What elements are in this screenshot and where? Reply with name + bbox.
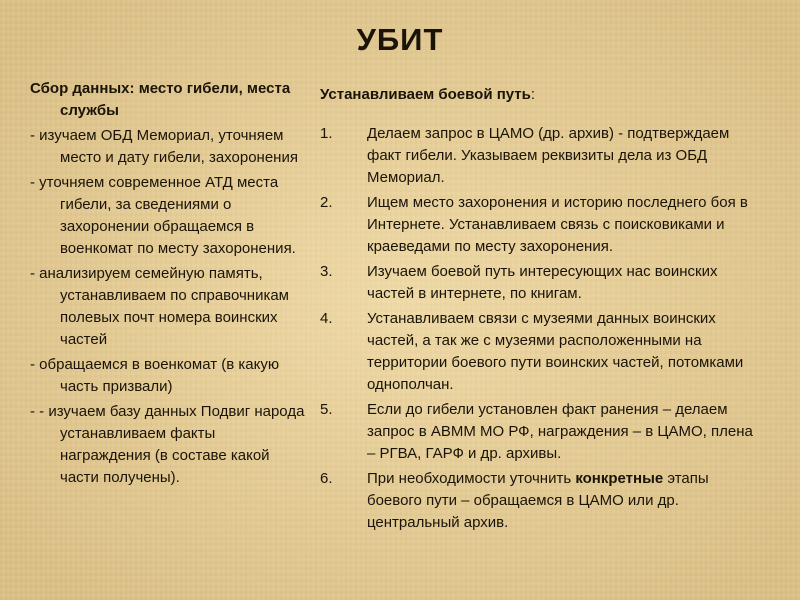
list-item xyxy=(320,123,760,189)
list-item xyxy=(320,192,760,258)
item-text: Ищем место захоронения и историю последнего боя в Интернете. Устанавливаем связь с поисковиками и краеведами по месту захоронения. xyxy=(367,194,748,255)
slide-title: УБИТ xyxy=(356,22,444,57)
combat-path-heading xyxy=(320,84,760,106)
list-item xyxy=(320,399,760,465)
list-item: - анализируем семейную память, устанавливаем по справочникам полевых почт номера воинских частей xyxy=(30,265,289,348)
item-number: 6. xyxy=(320,470,333,487)
item-text-part: этапы боевого пути – обращаемся в ЦАМО или др. центральный архив. xyxy=(367,470,709,531)
item-number: 2. xyxy=(320,194,333,211)
item-text-bold: конкретные xyxy=(575,470,664,487)
item-number: 1. xyxy=(320,125,333,142)
list-item xyxy=(320,308,760,396)
data-collection-column xyxy=(30,78,305,492)
item-text: Устанавливаем связи с музеями данных воинских частей, а так же с музеями расположенными на территории боевого пути воинских частей, потомками однополчан. xyxy=(367,310,744,393)
list-item xyxy=(320,261,760,305)
data-collection-heading: Сбор данных: место гибели, места службы xyxy=(30,80,291,119)
heading-colon: : xyxy=(530,86,536,103)
list-item: - - изучаем базу данных Подвиг народа устанавливаем факты награждения (в составе какой части получены). xyxy=(30,403,305,486)
list-item xyxy=(320,468,760,534)
item-text xyxy=(367,468,760,534)
list-item: - уточняем современное АТД места гибели, за сведениями о захоронении обращаемся в военкомат по месту захоронения. xyxy=(30,174,296,257)
item-number: 5. xyxy=(320,401,333,418)
list-item: - изучаем ОБД Мемориал, уточняем место и дату гибели, захоронения xyxy=(30,127,298,166)
item-number: 4. xyxy=(320,310,333,327)
item-text: Изучаем боевой путь интересующих нас воинских частей в интернете, по книгам. xyxy=(367,263,718,302)
item-number: 3. xyxy=(320,263,333,280)
combat-path-column xyxy=(320,84,760,537)
heading-text: Устанавливаем боевой путь xyxy=(320,86,531,103)
item-text: Если до гибели установлен факт ранения – делаем запрос в АВММ МО РФ, награждения – в ЦАМО, плена – РГВА, ГАРФ и др. архивы. xyxy=(367,401,753,462)
item-text: Делаем запрос в ЦАМО (др. архив) - подтверждаем факт гибели. Указываем реквизиты дела из ОБД Мемориал. xyxy=(367,125,730,186)
list-item: - обращаемся в военкомат (в какую часть призвали) xyxy=(30,356,280,395)
item-text-part: При необходимости уточнить xyxy=(367,470,576,487)
